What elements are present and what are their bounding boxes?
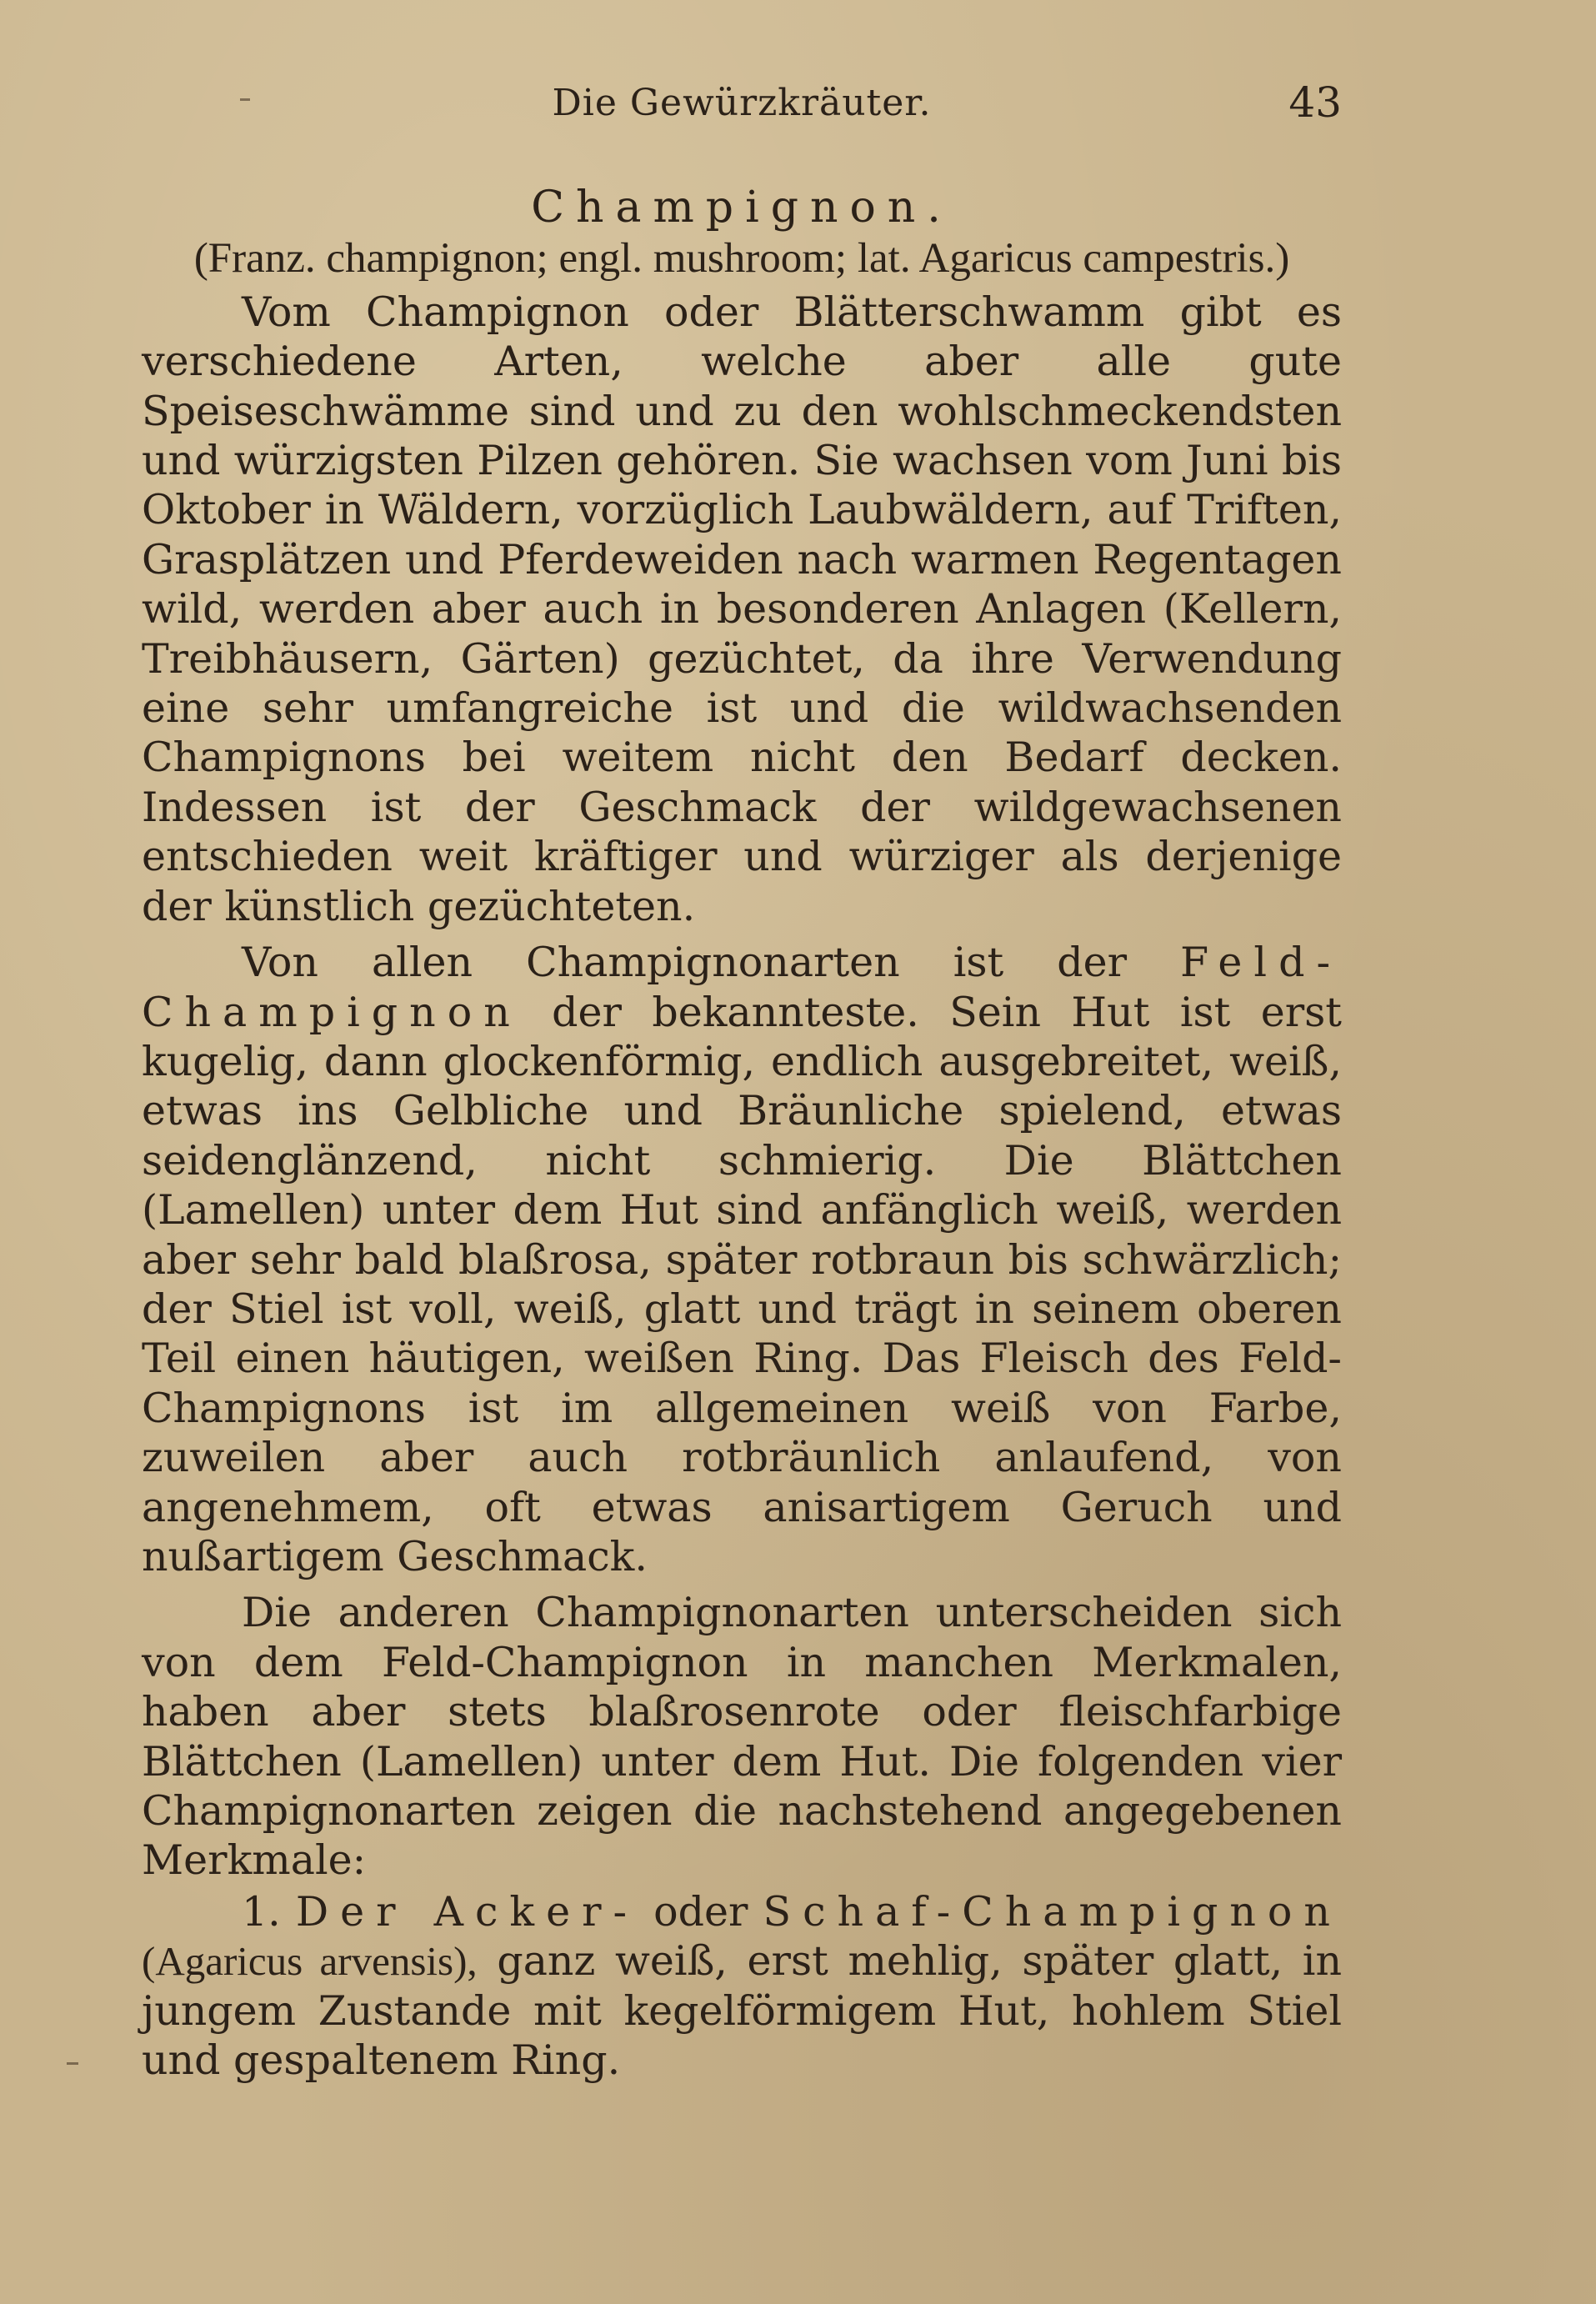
- section-synonyms: (Franz. champignon; engl. mushroom; lat. Agaricus campestris.): [193, 235, 1290, 283]
- schaf-champignon-term: Schaf-Champignon: [763, 1887, 1342, 1936]
- paragraph-2-rest: der bekannteste. Sein Hut ist erst kugelig, dann glockenförmig, endlich ausgebreitet, weiß, etwas ins Gelbliche und Bräunliche spielend, etwas seidenglänzend, nicht schmierig. Die Blättchen (Lamellen) unter dem Hut sind anfänglich weiß, werden aber sehr bald blaßrosa, später rotbraun bis schwärzlich; der Stiel ist voll, weiß, glatt und trägt in seinem oberen Teil einen häutigen, weißen Ring. Das Fleisch des Feld-Champignons ist im allgemeinen weiß von Farbe, zuweilen aber auch rotbräunlich anlaufend, von angenehmem, oft etwas anisartigem Geruch und nußartigem Geschmack.: [142, 988, 1342, 1580]
- section-heading: Champignon.: [531, 183, 953, 233]
- paragraph-2-prefix: Von allen Champignonarten ist der: [242, 939, 1128, 987]
- list-item-description: ganz weiß, erst mehlig, später glatt, in jungem Zustande mit kegelförmigem Hut, hohlem Stiel und gespaltenem Ring.: [142, 1937, 1343, 2085]
- list-item-number: 1.: [242, 1887, 281, 1936]
- paragraph-3: Die anderen Champignonarten unterscheiden sich von dem Feld-Champignon in manchen Merkmalen, haben aber stets blaßrosenrote oder fleischfarbige Blättchen (Lamellen) unter dem Hut. Die folgenden vier Champignonarten zeigen die nachstehend angegebenen Merkmale:: [142, 1589, 1342, 1885]
- list-item: [142, 1887, 1342, 2086]
- running-title: Die Gewürzkräuter.: [552, 82, 932, 124]
- latin-name: (Agaricus arvensis),: [142, 1938, 478, 1985]
- page-body: [142, 183, 1342, 2085]
- list-item-or: oder: [653, 1887, 748, 1936]
- page-number: 43: [1288, 78, 1342, 127]
- paragraph-2: [142, 938, 1342, 1581]
- running-head: [142, 73, 1342, 132]
- paragraph-1: Vom Champignon oder Blätterschwamm gibt es verschiedene Arten, welche aber alle gute Speiseschwämme sind und zu den wohlschmeckendsten und würzigsten Pilzen gehören. Sie wachsen vom Juni bis Oktober in Wäldern, vorzüglich Laubwäldern, auf Triften, Grasplätzen und Pferdeweiden nach warmen Regentagen wild, werden aber auch in besonderen Anlagen (Kellern, Treibhäusern, Gärten) gezüchtet, da ihre Verwendung eine sehr umfangreiche ist und die wildwachsenden Champignons bei weitem nicht den Bedarf decken. Indessen ist der Geschmack der wildgewachsenen entschieden weit kräftiger und würziger als derjenige der künstlich gezüchteten.: [142, 288, 1342, 930]
- feld-champignon-term: Feld-Champignon: [142, 939, 1343, 1036]
- acker-term: Der Acker-: [295, 1887, 639, 1936]
- margin-mark-left: [67, 2062, 78, 2065]
